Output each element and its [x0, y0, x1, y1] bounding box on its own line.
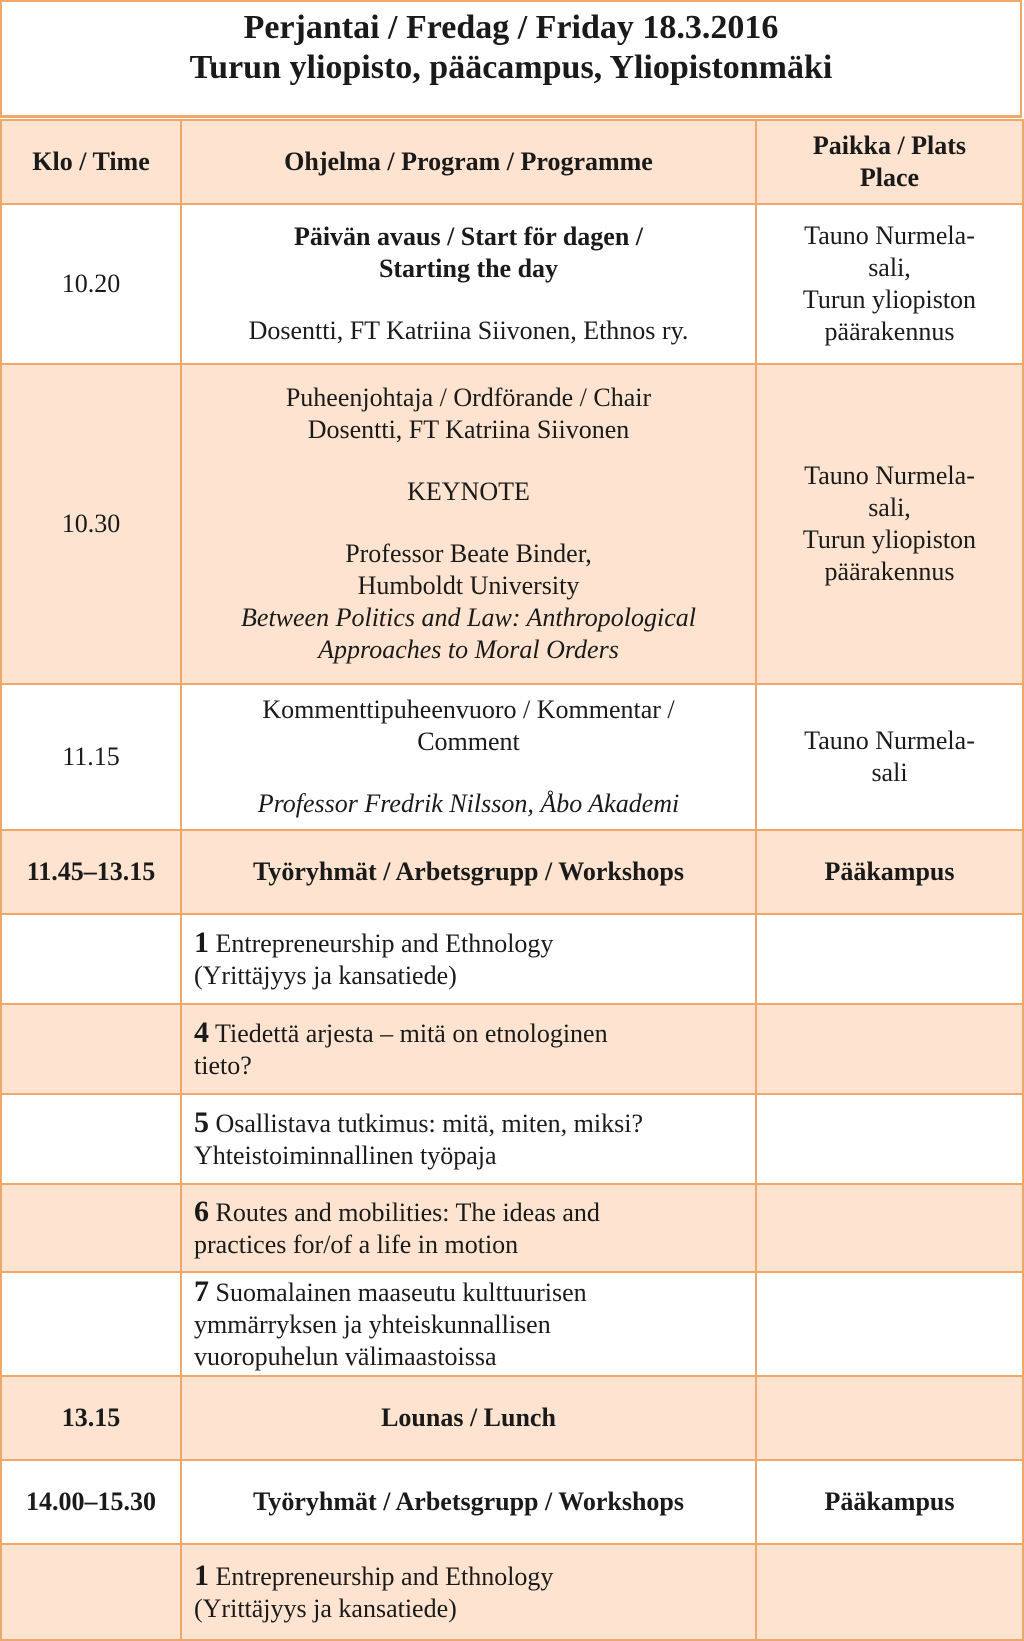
- table-header-row: [1, 120, 1023, 204]
- table-row-workshop: [1, 1004, 1023, 1094]
- place-cell-empty: [756, 1184, 1023, 1272]
- workshop-title-line3: vuoropuhelun välimaastoissa: [194, 1341, 497, 1371]
- workshop-title-line2: Yhteistoiminnallinen työpaja: [194, 1140, 497, 1170]
- place-cell-empty: [756, 1004, 1023, 1094]
- place-line: Turun yliopiston: [802, 525, 977, 554]
- column-header-program: Ohjelma / Program / Programme: [181, 120, 756, 204]
- column-header-time: Klo / Time: [1, 120, 181, 204]
- workshop-title: Entrepreneurship and Ethnology: [215, 1561, 554, 1591]
- program-cell: Lounas / Lunch: [181, 1376, 756, 1460]
- workshop-number: 1: [194, 925, 209, 959]
- column-header-place-line1: Paikka / Plats: [812, 131, 967, 160]
- time-cell-empty: [1, 1544, 181, 1640]
- workshop-title-line2: tieto?: [194, 1050, 252, 1080]
- workshop-cell: [181, 1272, 756, 1376]
- program-cell: Työryhmät / Arbetsgrupp / Workshops: [181, 830, 756, 914]
- header-date: Perjantai / Fredag / Friday 18.3.2016: [243, 9, 779, 46]
- chair-line1: Puheenjohtaja / Ordförande / Chair: [285, 383, 652, 412]
- time-cell-empty: [1, 914, 181, 1004]
- workshop-title-line2: ymmärryksen ja yhteiskunnallisen: [194, 1309, 551, 1339]
- table-row-workshop: [1, 1272, 1023, 1376]
- workshop-cell: [181, 1004, 756, 1094]
- workshop-title: Osallistava tutkimus: mitä, miten, miksi?: [215, 1108, 644, 1138]
- header-location: Turun yliopisto, pääcampus, Yliopistonmäki: [189, 49, 833, 86]
- workshop-cell: [181, 914, 756, 1004]
- keynote-speaker-line2: Humboldt University: [357, 571, 580, 600]
- time-cell: 11.45–13.15: [1, 830, 181, 914]
- place-line: Tauno Nurmela-: [804, 221, 975, 250]
- place-cell-empty: [756, 1544, 1023, 1640]
- program-cell: [181, 364, 756, 684]
- place-line: päärakennus: [824, 557, 955, 586]
- program-cell: Työryhmät / Arbetsgrupp / Workshops: [181, 1460, 756, 1544]
- place-cell: [756, 684, 1023, 830]
- place-cell: Pääkampus: [756, 1460, 1023, 1544]
- place-line: päärakennus: [824, 317, 955, 346]
- schedule-table: [0, 119, 1024, 1641]
- place-cell: [756, 204, 1023, 364]
- workshop-title: Routes and mobilities: The ideas and: [215, 1197, 600, 1227]
- table-row-lunch: [1, 1376, 1023, 1460]
- time-cell-empty: [1, 1272, 181, 1376]
- time-cell: 11.15: [1, 684, 181, 830]
- program-title-line1: Päivän avaus / Start för dagen /: [293, 222, 644, 251]
- workshop-number: 6: [194, 1194, 209, 1228]
- table-row-workshops-2: [1, 1460, 1023, 1544]
- comment-title-line1: Kommenttipuheenvuoro / Kommentar /: [262, 695, 675, 724]
- place-cell-empty: [756, 1376, 1023, 1460]
- workshop-title: Tiedettä arjesta – mitä on etnologinen: [215, 1018, 608, 1048]
- table-row-comment: [1, 684, 1023, 830]
- time-cell-empty: [1, 1094, 181, 1184]
- workshop-number: 1: [194, 1558, 209, 1592]
- workshop-cell: [181, 1094, 756, 1184]
- keynote-talk-line2: Approaches to Moral Orders: [318, 635, 619, 664]
- comment-title-line2: Comment: [417, 727, 520, 756]
- chair-line2: Dosentti, FT Katriina Siivonen: [307, 415, 630, 444]
- place-cell-empty: [756, 914, 1023, 1004]
- place-line: Tauno Nurmela-: [804, 461, 975, 490]
- time-cell-empty: [1, 1184, 181, 1272]
- time-cell: 14.00–15.30: [1, 1460, 181, 1544]
- workshop-title: Suomalainen maaseutu kulttuurisen: [215, 1277, 587, 1307]
- program-cell: [181, 684, 756, 830]
- place-line: sali: [871, 758, 908, 787]
- program-speaker: Dosentti, FT Katriina Siivonen, Ethnos ry.: [248, 316, 689, 345]
- table-row-workshop: [1, 1184, 1023, 1272]
- workshop-title-line2: (Yrittäjyys ja kansatiede): [194, 960, 457, 990]
- keynote-label: KEYNOTE: [407, 477, 530, 506]
- place-cell-empty: [756, 1272, 1023, 1376]
- comment-speaker: Professor Fredrik Nilsson, Åbo Akademi: [257, 789, 680, 818]
- time-cell: 10.20: [1, 204, 181, 364]
- keynote-speaker-line1: Professor Beate Binder,: [345, 539, 592, 568]
- column-header-place: [756, 120, 1023, 204]
- program-cell: [181, 204, 756, 364]
- time-cell: 10.30: [1, 364, 181, 684]
- place-line: Turun yliopiston: [802, 285, 977, 314]
- workshop-cell: [181, 1544, 756, 1640]
- place-line: sali,: [868, 493, 911, 522]
- time-cell-empty: [1, 1004, 181, 1094]
- table-row-keynote: [1, 364, 1023, 684]
- place-cell: Pääkampus: [756, 830, 1023, 914]
- place-cell: [756, 364, 1023, 684]
- table-row-opening: [1, 204, 1023, 364]
- place-cell-empty: [756, 1094, 1023, 1184]
- workshop-number: 7: [194, 1274, 209, 1308]
- table-row-workshop: [1, 1094, 1023, 1184]
- workshop-number: 5: [194, 1105, 209, 1139]
- column-header-place-line2: Place: [859, 163, 920, 192]
- table-row-workshops-1: [1, 830, 1023, 914]
- table-row-workshop: [1, 1544, 1023, 1640]
- workshop-title: Entrepreneurship and Ethnology: [215, 928, 554, 958]
- keynote-talk-line1: Between Politics and Law: Anthropological: [241, 603, 696, 632]
- table-row-workshop: [1, 914, 1023, 1004]
- time-cell: 13.15: [1, 1376, 181, 1460]
- place-line: Tauno Nurmela-: [804, 726, 975, 755]
- workshop-title-line2: practices for/of a life in motion: [194, 1229, 519, 1259]
- place-line: sali,: [868, 253, 911, 282]
- schedule-header: [0, 0, 1022, 118]
- workshop-cell: [181, 1184, 756, 1272]
- workshop-title-line2: (Yrittäjyys ja kansatiede): [194, 1593, 457, 1623]
- workshop-number: 4: [194, 1015, 209, 1049]
- program-title-line2: Starting the day: [378, 254, 559, 283]
